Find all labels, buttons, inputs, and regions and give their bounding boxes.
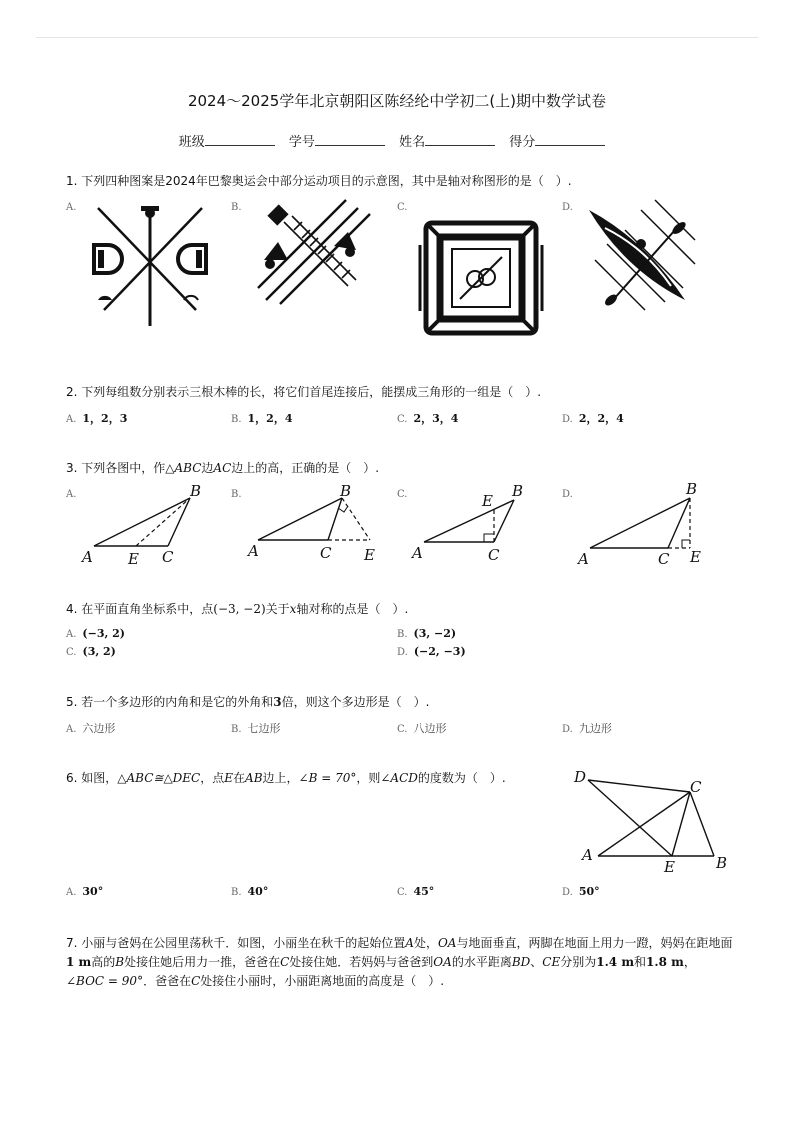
q3-option-b[interactable]: B. [231,489,242,500]
score-label: 得分 [509,135,536,150]
q3-option-a[interactable]: A. [66,489,77,500]
score-blank[interactable] [535,133,605,146]
q6-label-e: E [664,858,675,876]
q4-option-b[interactable]: B. (3, −2) [397,627,457,640]
q3c-label-a: A [412,544,423,562]
exam-title: 2024～2025学年北京朝阳区陈经纶中学初二(上)期中数学试卷 [187,92,607,110]
q6-label-d: D [574,768,587,786]
name-blank[interactable] [425,133,495,146]
q3-figure-d [576,480,716,570]
q6-option-a[interactable]: A. 30° [66,885,104,898]
q1-option-b[interactable]: B. [231,202,242,213]
question-7-line-1: 7. 小丽与爸妈在公园里荡秋千．如图，小丽坐在秋千的起始位置A处，OA与地面垂直，两脚在地面上用力一蹬，妈妈在距地面 [66,936,733,950]
ring-pictogram [420,217,542,339]
badminton-pictogram [258,200,378,310]
q6-figure [574,766,734,876]
q3c-label-e: E [482,492,493,510]
q5-option-b[interactable]: B. 七边形 [231,722,281,735]
student-id-blank[interactable] [315,133,385,146]
class-blank[interactable] [205,133,275,146]
q3b-label-e: E [364,546,375,564]
q3-option-d[interactable]: D. [562,489,573,500]
q3d-label-c: C [658,550,670,568]
q5-option-d[interactable]: D. 九边形 [562,722,612,735]
q3c-label-c: C [488,546,500,564]
q2-option-a[interactable]: A. 1，2，3 [66,412,128,425]
q3a-label-e: E [128,550,139,568]
q3b-label-b: B [340,482,352,500]
q3d-label-e: E [690,548,701,566]
q3d-label-b: B [686,480,698,498]
question-2-text: 2. 下列每组数分别表示三根木棒的长，将它们首尾连接后，能摆成三角形的一组是（ ）. [66,385,542,399]
canoe-pictogram [585,200,695,310]
q1-option-d[interactable]: D. [562,202,573,213]
q4-option-a[interactable]: A. (−3, 2) [66,627,125,640]
q6-label-a: A [582,846,593,864]
q4-option-c[interactable]: C. (3, 2) [66,645,116,658]
q3-figure-c [410,480,540,566]
question-3-text: 3. 下列各图中，作△ABC边AC边上的高，正确的是（ ）. [66,461,380,475]
q1-option-c[interactable]: C. [397,202,408,213]
header-divider [36,37,758,38]
q6-option-b[interactable]: B. 40° [231,885,269,898]
q3-figure-a [80,480,210,566]
q2-option-d[interactable]: D. 2，2，4 [562,412,624,425]
q2-option-c[interactable]: C. 2，3，4 [397,412,459,425]
q6-option-d[interactable]: D. 50° [562,885,600,898]
student-id-label: 学号 [288,135,315,150]
q5-option-c[interactable]: C. 八边形 [397,722,447,735]
q5-option-a[interactable]: A. 六边形 [66,722,116,735]
student-info-row [0,131,794,150]
fencing-pictogram [88,200,208,326]
name-label: 姓名 [399,135,426,150]
q4-option-d[interactable]: D. (−2, −3) [397,645,466,658]
q6-label-c: C [690,778,702,796]
question-7-line-2: 1 m高的B处接住她后用力一推，爸爸在C处接住她．若妈妈与爸爸到OA的水平距离BD、CE分别为1.4 m和1.8 m， [66,955,696,969]
question-7-line-3: ∠BOC = 90°．爸爸在C处接住小丽时，小丽距离地面的高度是（ ）. [66,974,445,988]
q3a-label-c: C [162,548,174,566]
q3c-label-b: B [512,482,524,500]
q3a-label-a: A [82,548,93,566]
q1-option-a[interactable]: A. [66,202,77,213]
question-5-text: 5. 若一个多边形的内角和是它的外角和3倍，则这个多边形是（ ）. [66,695,430,709]
question-4-text: 4. 在平面直角坐标系中，点(−3, −2)关于x轴对称的点是（ ）. [66,602,409,616]
q3-option-c[interactable]: C. [397,489,408,500]
q3b-label-a: A [248,542,259,560]
q2-option-b[interactable]: B. 1，2，4 [231,412,293,425]
class-label: 班级 [178,135,205,150]
q3-figure-b [246,480,386,566]
q6-label-b: B [716,854,728,872]
q6-option-c[interactable]: C. 45° [397,885,435,898]
q3a-label-b: B [190,482,202,500]
q3d-label-a: A [578,550,589,568]
q3b-label-c: C [320,544,332,562]
question-1-text: 1. 下列四种图案是2024年巴黎奥运会中部分运动项目的示意图，其中是轴对称图形的是（ ）. [66,174,572,188]
question-6-text: 6. 如图，△ABC≅△DEC，点E在AB边上，∠B = 70°，则∠ACD的度数为（ ）. [66,771,506,785]
